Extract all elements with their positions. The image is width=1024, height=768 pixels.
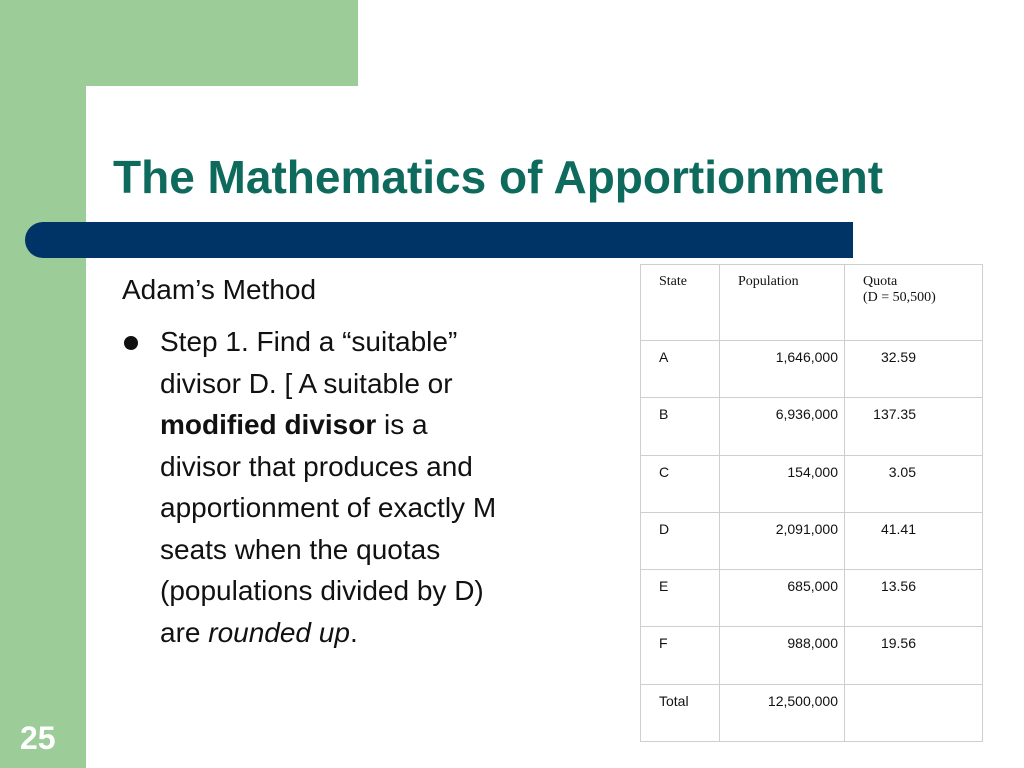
bullet-line	[160, 612, 585, 654]
bullet-line: (populations divided by D)	[160, 575, 484, 606]
bullet-line	[160, 404, 585, 446]
cell-state: E	[641, 570, 720, 627]
cell-state: C	[641, 455, 720, 512]
cell-state: B	[641, 398, 720, 455]
cell-quota: 32.59	[845, 341, 983, 398]
bullet-line: Step 1. Find a “suitable”	[160, 326, 458, 357]
bullet-text	[160, 321, 585, 653]
table-row	[641, 398, 983, 455]
bullet-icon	[124, 336, 138, 350]
header-quota-line1: Quota	[863, 274, 898, 289]
cell-population: 6,936,000	[720, 398, 845, 455]
bullet-line: seats when the quotas	[160, 533, 441, 565]
cell-state: D	[641, 512, 720, 569]
top-green-band	[0, 0, 358, 86]
cell-quota: 13.56	[845, 570, 983, 627]
table-row	[641, 627, 983, 684]
subheading: Adam’s Method	[122, 274, 317, 305]
bold-term: modified divisor	[160, 409, 377, 440]
cell-quota: 137.35	[845, 398, 983, 455]
header-population: Population	[720, 265, 845, 341]
bullet-line-end: .	[349, 616, 358, 648]
cell-population: 1,646,000	[720, 341, 845, 398]
cell-quota: 3.05	[845, 455, 983, 512]
table-header-row	[641, 265, 983, 341]
bullet-line: divisor that produces and	[160, 450, 473, 482]
header-quota	[845, 265, 983, 341]
header-state: State	[641, 265, 720, 341]
title-underline-bar	[25, 222, 853, 258]
cell-population: 12,500,000	[720, 684, 845, 741]
bullet-line: apportionment of exactly M	[160, 492, 497, 523]
apportionment-table	[640, 264, 983, 742]
cell-quota: 41.41	[845, 512, 983, 569]
table-row	[641, 341, 983, 398]
slide-title: The Mathematics of Apportionment	[113, 151, 884, 203]
cell-population: 154,000	[720, 455, 845, 512]
bullet-line-start: are	[160, 616, 209, 648]
left-green-band	[0, 0, 86, 768]
bullet-line-rest: is a	[376, 409, 428, 440]
italic-term: rounded up	[208, 616, 350, 648]
table-row	[641, 512, 983, 569]
bullet-line: divisor D. [ A suitable or	[160, 367, 453, 399]
cell-population: 2,091,000	[720, 512, 845, 569]
cell-state: A	[641, 341, 720, 398]
table-row	[641, 570, 983, 627]
header-quota-line2: (D = 50,500)	[863, 290, 936, 305]
page-number: 25	[20, 720, 56, 756]
cell-quota	[845, 684, 983, 741]
cell-population: 988,000	[720, 627, 845, 684]
cell-population: 685,000	[720, 570, 845, 627]
table-row	[641, 455, 983, 512]
cell-state: Total	[641, 684, 720, 741]
table-row-total	[641, 684, 983, 741]
cell-quota: 19.56	[845, 627, 983, 684]
cell-state: F	[641, 627, 720, 684]
